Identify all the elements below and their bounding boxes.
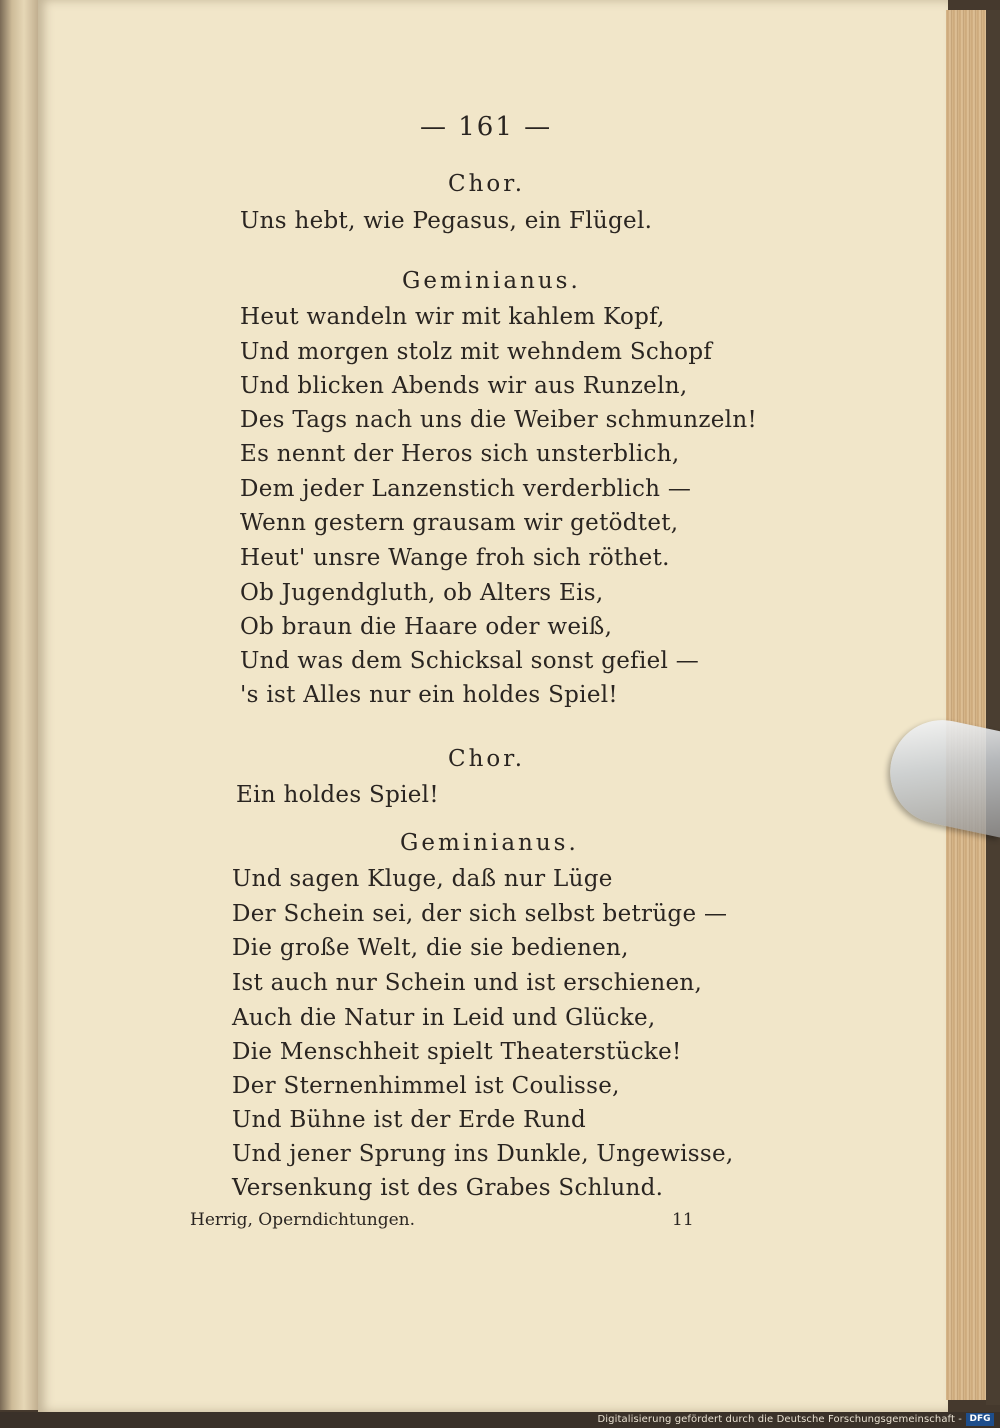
speaker-heading: Geminianus. [400, 830, 579, 856]
verse-line: 's ist Alles nur ein holdes Spiel! [240, 682, 618, 708]
page-stack-edge [946, 10, 990, 1400]
verse-line: Der Sternenhimmel ist Coulisse, [232, 1073, 620, 1099]
verse-line: Und morgen stolz mit wehndem Schopf [240, 339, 713, 365]
speaker-heading: Chor. [448, 746, 526, 772]
previous-page-edge [0, 0, 40, 1410]
verse-line: Und jener Sprung ins Dunkle, Ungewisse, [232, 1141, 734, 1167]
verse-line: Und blicken Abends wir aus Runzeln, [240, 373, 688, 399]
page-number: — 161 — [420, 112, 553, 142]
verse-line: Ob braun die Haare oder weiß, [240, 614, 613, 640]
verse-line: Die große Welt, die sie bedienen, [232, 935, 629, 961]
verse-line: Und sagen Kluge, daß nur Lüge [232, 866, 613, 892]
verse-line: Es nennt der Heros sich unsterblich, [240, 441, 680, 467]
verse-line: Heut' unsre Wange froh sich röthet. [240, 545, 670, 571]
verse-line: Ein holdes Spiel! [236, 782, 439, 808]
verse-line: Die Menschheit spielt Theaterstücke! [232, 1039, 682, 1065]
verse-line: Und Bühne ist der Erde Rund [232, 1107, 587, 1133]
verse-line: Auch die Natur in Leid und Glücke, [232, 1005, 656, 1031]
verse-line: Ob Jugendgluth, ob Alters Eis, [240, 580, 604, 606]
page-stack-shadow [986, 10, 1000, 1405]
verse-line: Uns hebt, wie Pegasus, ein Flügel. [240, 208, 653, 234]
verse-line: Heut wandeln wir mit kahlem Kopf, [240, 304, 665, 330]
verse-line: Dem jeder Lanzenstich verderblich — [240, 476, 692, 502]
verse-line: Ist auch nur Schein und ist erschienen, [232, 970, 703, 996]
verse-line: Und was dem Schicksal sonst gefiel — [240, 648, 700, 674]
speaker-heading: Geminianus. [402, 268, 581, 294]
signature-mark: 11 [672, 1210, 694, 1230]
verse-line: Versenkung ist des Grabes Schlund. [232, 1175, 664, 1201]
verse-line: Wenn gestern grausam wir getödtet, [240, 510, 679, 536]
running-footer-title: Herrig, Operndichtungen. [190, 1210, 416, 1230]
dfg-logo: DFG [966, 1413, 994, 1426]
verse-line: Der Schein sei, der sich selbst betrüge — [232, 901, 728, 927]
speaker-heading: Chor. [448, 171, 526, 197]
verse-line: Des Tags nach uns die Weiber schmunzeln! [240, 407, 757, 433]
digitization-credit: Digitalisierung gefördert durch die Deutsche Forschungsgemeinschaft - [597, 1414, 962, 1425]
